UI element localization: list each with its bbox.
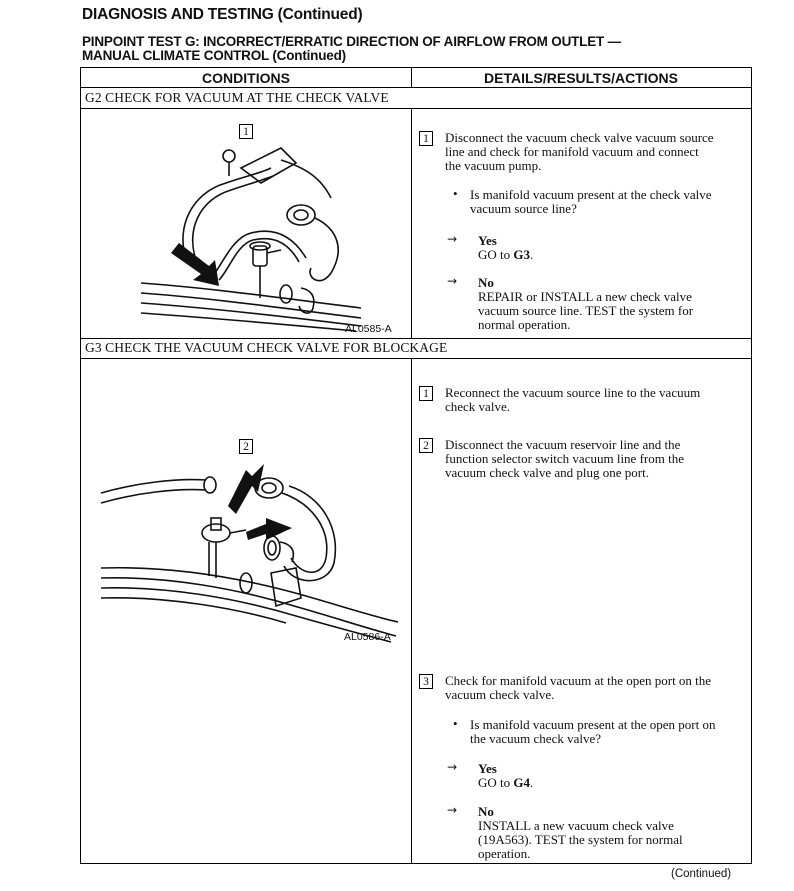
g3-title-rule — [81, 358, 751, 359]
g3-question-bullet: • — [453, 716, 458, 731]
g3-step3-number: 3 — [419, 674, 433, 689]
g2-column-divider — [411, 108, 412, 338]
g2-row-rule — [81, 338, 751, 339]
g2-go-to-g3-link[interactable]: G3 — [513, 247, 531, 262]
g3-step2-line3: vacuum check valve and plug one port. — [445, 465, 649, 480]
g3-step-title: G3 CHECK THE VACUUM CHECK VALVE FOR BLOCKAGE — [85, 340, 448, 355]
details-column-header: DETAILS/RESULTS/ACTIONS — [484, 70, 678, 86]
g3-no-result — [478, 805, 683, 861]
g3-step1-line2: check valve. — [445, 399, 510, 414]
page-heading: DIAGNOSIS AND TESTING (Continued) — [82, 6, 363, 23]
g2-title-rule — [81, 108, 751, 109]
continued-footer: (Continued) — [671, 868, 732, 880]
g3-vacuum-check-valve-illustration — [96, 458, 401, 643]
g2-step1-line1: Disconnect the vacuum check valve vacuum source — [445, 130, 714, 145]
g2-no-label: No — [478, 275, 494, 290]
g2-figure-number: 1 — [239, 124, 253, 139]
g3-question-line2: the vacuum check valve? — [470, 731, 602, 746]
g3-step3-line2: vacuum check valve. — [445, 687, 555, 702]
g3-step3-text — [445, 674, 711, 702]
g2-yes-label: Yes — [478, 233, 497, 248]
pinpoint-test-title — [82, 35, 621, 63]
header-rule — [81, 87, 751, 88]
conditions-column-header: CONDITIONS — [202, 70, 290, 86]
g3-column-divider — [411, 358, 412, 863]
g2-step-title: G2 CHECK FOR VACUUM AT THE CHECK VALVE — [85, 90, 389, 105]
g2-figure-id: AL0585-A — [345, 323, 392, 335]
g2-question — [470, 188, 712, 216]
g2-no-line2: vacuum source line. TEST the system for — [478, 303, 694, 318]
g3-no-line3: operation. — [478, 846, 531, 861]
g2-yes-action-suffix: . — [530, 247, 534, 262]
g2-no-line3: normal operation. — [478, 317, 571, 332]
header-divider — [411, 68, 412, 87]
diagnostic-table — [80, 67, 752, 864]
pinpoint-test-title-line2: MANUAL CLIMATE CONTROL (Continued) — [82, 48, 346, 63]
g3-step3-line1: Check for manifold vacuum at the open port on the — [445, 673, 712, 688]
g3-yes-result — [478, 762, 533, 790]
g2-step1-number: 1 — [419, 131, 433, 146]
g3-step1-line1: Reconnect the vacuum source line to the vacuum — [445, 385, 701, 400]
g3-yes-action-suffix: . — [530, 775, 534, 790]
g3-no-arrow-icon: → — [447, 803, 458, 817]
g3-figure-number: 2 — [239, 439, 253, 454]
g3-step1-number: 1 — [419, 386, 433, 401]
g3-go-to-g4-link[interactable]: G4 — [513, 775, 531, 790]
g2-vacuum-check-valve-illustration — [131, 138, 371, 333]
g2-no-line1: REPAIR or INSTALL a new check valve — [478, 289, 692, 304]
g2-step1-line2: line and check for manifold vacuum and connect — [445, 144, 699, 159]
g3-step2-line1: Disconnect the vacuum reservoir line and the — [445, 437, 681, 452]
g3-yes-label: Yes — [478, 761, 497, 776]
g3-yes-action-prefix: GO to — [478, 775, 514, 790]
g3-step2-text — [445, 438, 684, 480]
g3-no-line1: INSTALL a new vacuum check valve — [478, 818, 674, 833]
g2-no-arrow-icon: → — [447, 274, 458, 288]
g2-no-result — [478, 276, 693, 332]
g2-yes-action — [478, 248, 533, 262]
g2-yes-result — [478, 234, 533, 262]
g3-no-line2: (19A563). TEST the system for normal — [478, 832, 683, 847]
g2-step1-text — [445, 131, 714, 173]
g3-question — [470, 718, 716, 746]
g2-question-bullet: • — [453, 186, 458, 201]
g2-yes-arrow-icon: → — [447, 232, 458, 246]
g2-yes-action-prefix: GO to — [478, 247, 514, 262]
g2-question-line2: vacuum source line? — [470, 201, 577, 216]
g3-question-line1: Is manifold vacuum present at the open port on — [470, 717, 716, 732]
g3-yes-arrow-icon: → — [447, 760, 458, 774]
g3-yes-action — [478, 776, 533, 790]
g3-step2-line2: function selector switch vacuum line from the — [445, 451, 684, 466]
g3-step2-number: 2 — [419, 438, 433, 453]
g3-no-label: No — [478, 804, 494, 819]
g3-step1-text — [445, 386, 700, 414]
pinpoint-test-title-line1: PINPOINT TEST G: INCORRECT/ERRATIC DIRECTION OF AIRFLOW FROM OUTLET — — [82, 34, 621, 49]
g2-step1-line3: the vacuum pump. — [445, 158, 542, 173]
g3-figure-id: AL0586-A — [344, 631, 391, 643]
g2-question-line1: Is manifold vacuum present at the check valve — [470, 187, 712, 202]
